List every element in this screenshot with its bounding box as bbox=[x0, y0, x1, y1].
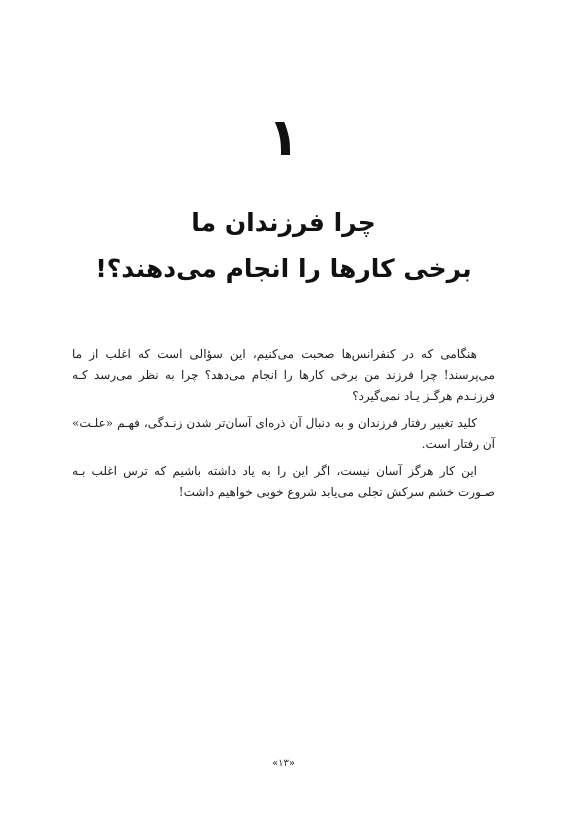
chapter-title-line-1: چرا فرزندان ما bbox=[191, 208, 376, 237]
chapter-title bbox=[40, 200, 527, 292]
paragraph: هنگامی که در کنفرانس‌ها صحبت می‌کنیم، این سؤالی است که اغلب از ما می‌پرسند! چرا فرزند من برخی کارها را انجام می‌دهد؟ چرا به نظر می‌رسد کـه فرزنـدم هرگـز یـاد نمی‌گیرد؟ bbox=[72, 347, 495, 403]
page-number: «۱۳» bbox=[272, 758, 295, 769]
body-text bbox=[72, 344, 495, 509]
chapter-number: ۱ bbox=[267, 108, 300, 168]
paragraph: کلید تغییر رفتار فرزندان و به دنبال آن ذره‌ای آسان‌تر شدن زنـدگی، فهـم «علـت» آن رفتار است. bbox=[72, 416, 495, 451]
paragraph: این کار هرگز آسان نیست، اگر این را به یاد داشته باشیم که ترس اغلب بـه صـورت خشم سرکش تجلی می‌یابد شروع خوبی خواهیم داشت! bbox=[72, 464, 495, 499]
chapter-title-line-2: برخی کارها را انجام می‌دهند؟! bbox=[95, 254, 472, 283]
